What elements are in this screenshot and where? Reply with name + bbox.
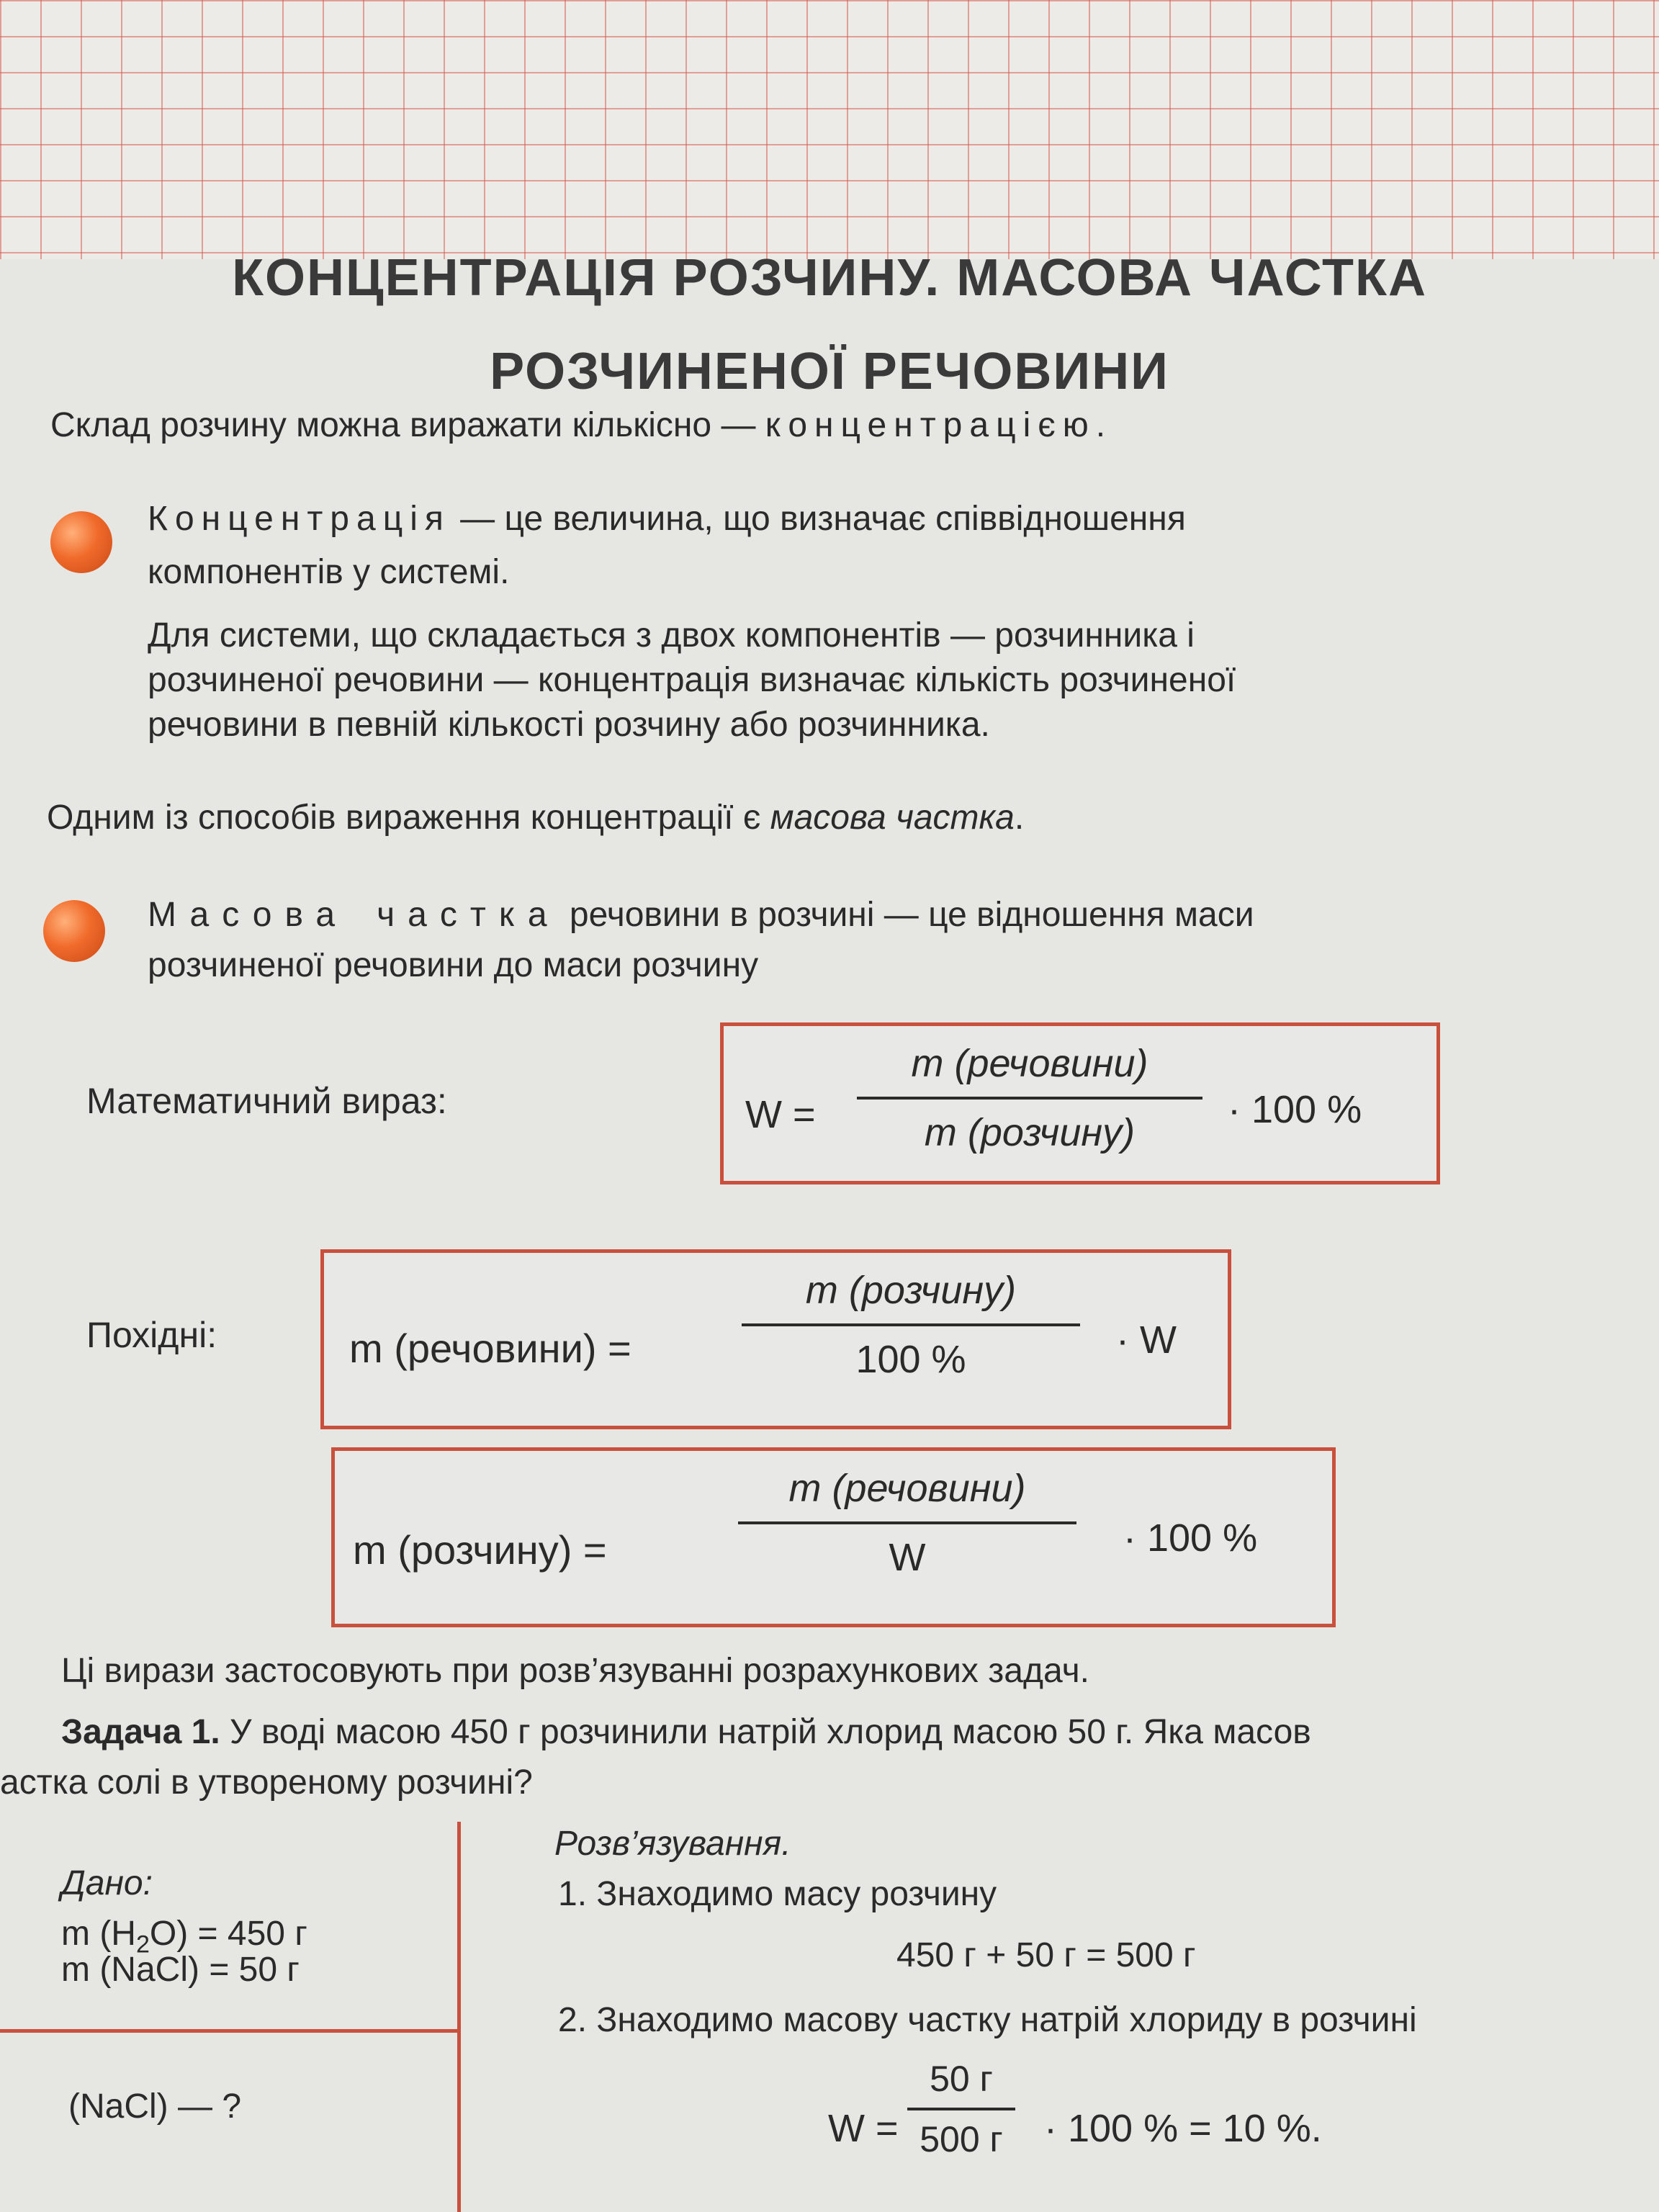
given-line2: m (NaCl) = 50 г — [61, 1951, 300, 1989]
intro-paragraph: Склад розчину можна виражати кількісно — концентрацією. — [50, 406, 1106, 444]
bullet-icon — [50, 511, 112, 573]
term-mass-fraction: масова частка — [770, 799, 1015, 837]
solution-step1: 1. Знаходимо масу розчину — [558, 1875, 997, 1913]
given-divider-vertical — [457, 1822, 461, 2212]
formula-derived1-box: m (речовини) = m (розчину) 100 % · W — [320, 1249, 1231, 1429]
graph-paper-header — [0, 0, 1659, 259]
usage-paragraph: Ці вирази застосовують при розв’язуванні розрахункових задач. — [61, 1652, 1089, 1690]
solution-calc2-fraction: 50 г 500 г — [907, 2056, 1015, 2162]
solution-label: Розв’язування. — [554, 1825, 791, 1863]
formula-derived1-fraction: m (розчину) 100 % — [742, 1267, 1080, 1382]
task1-line1: Задача 1. У воді масою 450 г розчинили натрій хлорид масою 50 г. Яка масов — [61, 1713, 1311, 1751]
given-label: Дано: — [61, 1864, 153, 1902]
page-title-line2: РОЗЧИНЕНОЇ РЕЧОВИНИ — [490, 343, 1169, 400]
given-divider-horizontal — [0, 2029, 461, 2033]
derived-label: Похідні: — [86, 1315, 217, 1355]
formula-derived2-fraction: m (речовини) W — [738, 1465, 1076, 1581]
solution-calc1: 450 г + 50 г = 500 г — [896, 1936, 1196, 1974]
way-paragraph: Одним із способів вираження концентрації є масова частка. — [47, 799, 1025, 837]
task1-label: Задача 1. — [61, 1713, 220, 1751]
solution-calc2-lhs: W = — [828, 2107, 899, 2150]
formula-derived2-box: m (розчину) = m (речовини) W · 100 % — [331, 1447, 1336, 1627]
task1-line2: астка солі в утвореному розчині? — [0, 1763, 533, 1802]
solution-calc2-rhs: · 100 % = 10 %. — [1044, 2107, 1322, 2150]
solution-step2: 2. Знаходимо масову частку натрій хлориду в розчині — [558, 2001, 1417, 2039]
given-find: (NaCl) — ? — [68, 2087, 242, 2126]
page-title-line1: КОНЦЕНТРАЦІЯ РОЗЧИНУ. МАСОВА ЧАСТКА — [232, 249, 1427, 307]
formula-main-fraction: m (речовини) m (розчину) — [857, 1040, 1202, 1156]
bullet-icon — [43, 900, 105, 962]
formula-main-box: W = m (речовини) m (розчину) · 100 % — [720, 1022, 1440, 1184]
given-line1: m $(H_2O) = 450$ г — [61, 1915, 307, 1959]
formula-label: Математичний вираз: — [86, 1081, 447, 1121]
term-concentration: Концентрація — [148, 500, 451, 538]
intro-term: концентрацією — [765, 406, 1096, 444]
